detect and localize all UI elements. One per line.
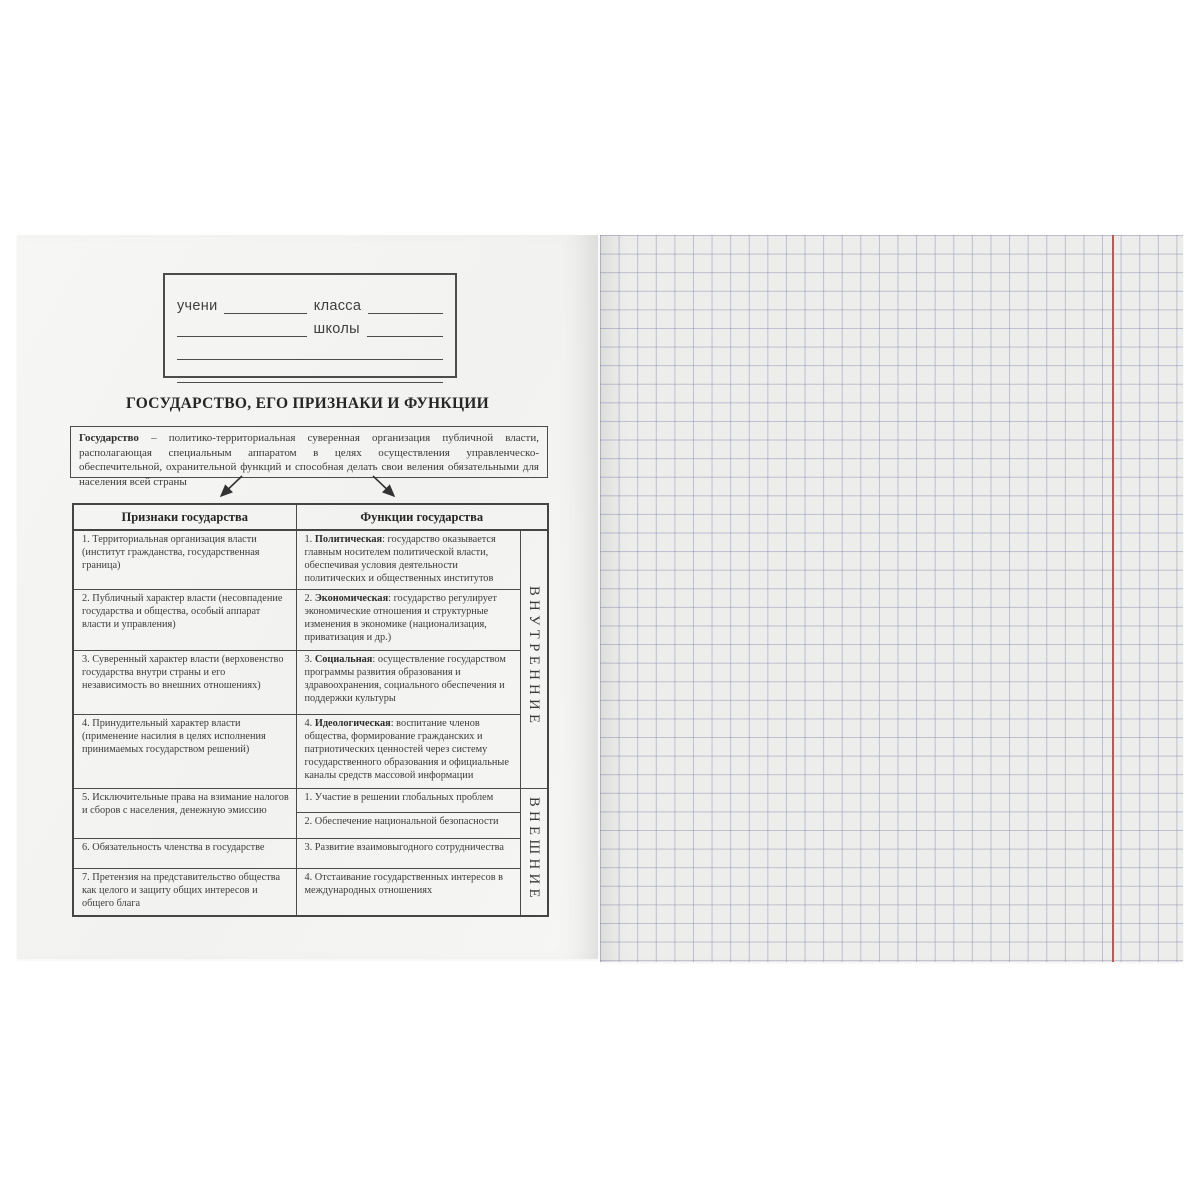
external-function-cell: 4. Отстаивание государственных интересов в международных отношениях [296,868,520,916]
form-row-1 [177,291,443,314]
external-function-cell: 2. Обеспечение национальной безопасности [296,812,520,838]
function-number: 3. [304,653,313,665]
external-function-cell: 1. Участие в решении глобальных проблем [296,788,520,812]
feature-cell: 7. Претензия на представительство общества как целого и защиту общих интересов и общего блага [73,868,296,916]
divergent-arrows-icon [207,473,427,503]
feature-cell: 3. Суверенный характер власти (верховенство государства внутри страны и его независимость во внешних отношениях) [73,650,296,714]
form-blank-line [177,324,307,337]
form-blank-line [368,301,443,314]
header-features: Признаки государства [73,504,296,530]
header-functions: Функции государства [296,504,548,530]
internal-functions-label-cell [520,530,548,788]
function-description: : государство регулирует экономические отношения и структурные изменения в экономике (национализация, приватизация и др.) [304,592,497,643]
left-notebook-page [17,235,598,959]
table-row [73,589,548,650]
form-label-school: школы [313,320,360,337]
function-name: Идеологическая [314,717,391,729]
function-cell [296,530,520,589]
form-blank-line [177,347,443,360]
function-number: 2. [304,592,313,604]
feature-cell: 4. Принудительный характер власти (применение насилия в целях исполнения принимаемых государством решений) [73,714,296,788]
right-notebook-page-squared [600,235,1183,962]
form-blank-line [224,301,306,314]
function-description: : государство оказывается главным носителем политической власти, обеспечивая условия деятельности политических и общественных институтов [304,534,496,584]
form-label-class: класса [313,297,362,314]
external-functions-label-cell [520,788,548,916]
form-blank-line [177,370,443,383]
function-description: : воспитание членов общества, формирование гражданских и патриотических ценностей через систему государственного образования и официальные каналы средств массовой информации [304,717,509,781]
function-name: Политическая [314,534,383,545]
definition-term: Государство [79,432,139,444]
state-features-functions-table [72,503,549,917]
form-label-student: учени [177,297,218,314]
function-number: 4. [304,717,313,729]
function-cell [296,650,520,714]
student-form-box [163,273,457,378]
form-row-3 [177,337,443,360]
function-name: Экономическая [314,592,389,604]
function-cell [296,714,520,788]
feature-cell: 5. Исключительные права на взимание налогов и сборов с населения, денежную эмиссию [73,788,296,838]
red-margin-line [1112,235,1114,962]
form-blank-line [367,324,443,337]
table-row [73,650,548,714]
definition-text: – политико-территориальная суверенная организация публичной власти, располагающая специальным аппаратом в целях осуществления управленческо-обеспечительной, охранительной функций и способная делать свои веления обязательными для населения всей страны [79,432,539,488]
definition-box [70,426,548,488]
table-header-row [73,504,548,530]
feature-cell: 1. Территориальная организация власти (институт гражданства, государственная граница) [73,530,296,589]
internal-functions-label: ВНУТРЕННИЕ [526,586,542,728]
feature-cell: 6. Обязательность членства в государстве [73,838,296,868]
function-number: 1. [304,534,313,545]
form-row-2 [177,314,443,337]
feature-cell: 2. Публичный характер власти (несовпадение государства и общества, особый аппарат власти и управления) [73,589,296,650]
form-row-4 [177,360,443,383]
function-description: : осуществление государством программы развития образования и здравоохранения, социального обеспечения и поддержки культуры [304,653,506,704]
page-title: ГОСУДАРСТВО, ЕГО ПРИЗНАКИ И ФУНКЦИИ [125,395,490,412]
function-cell [296,589,520,650]
function-name: Социальная [314,653,373,665]
table-row [73,868,548,916]
external-functions-label: ВНЕШНИЕ [526,797,542,903]
table-row [73,788,548,812]
table-row [73,530,548,589]
table-row [73,714,548,788]
external-function-cell: 3. Развитие взаимовыгодного сотрудничества [296,838,520,868]
table-row [73,838,548,868]
